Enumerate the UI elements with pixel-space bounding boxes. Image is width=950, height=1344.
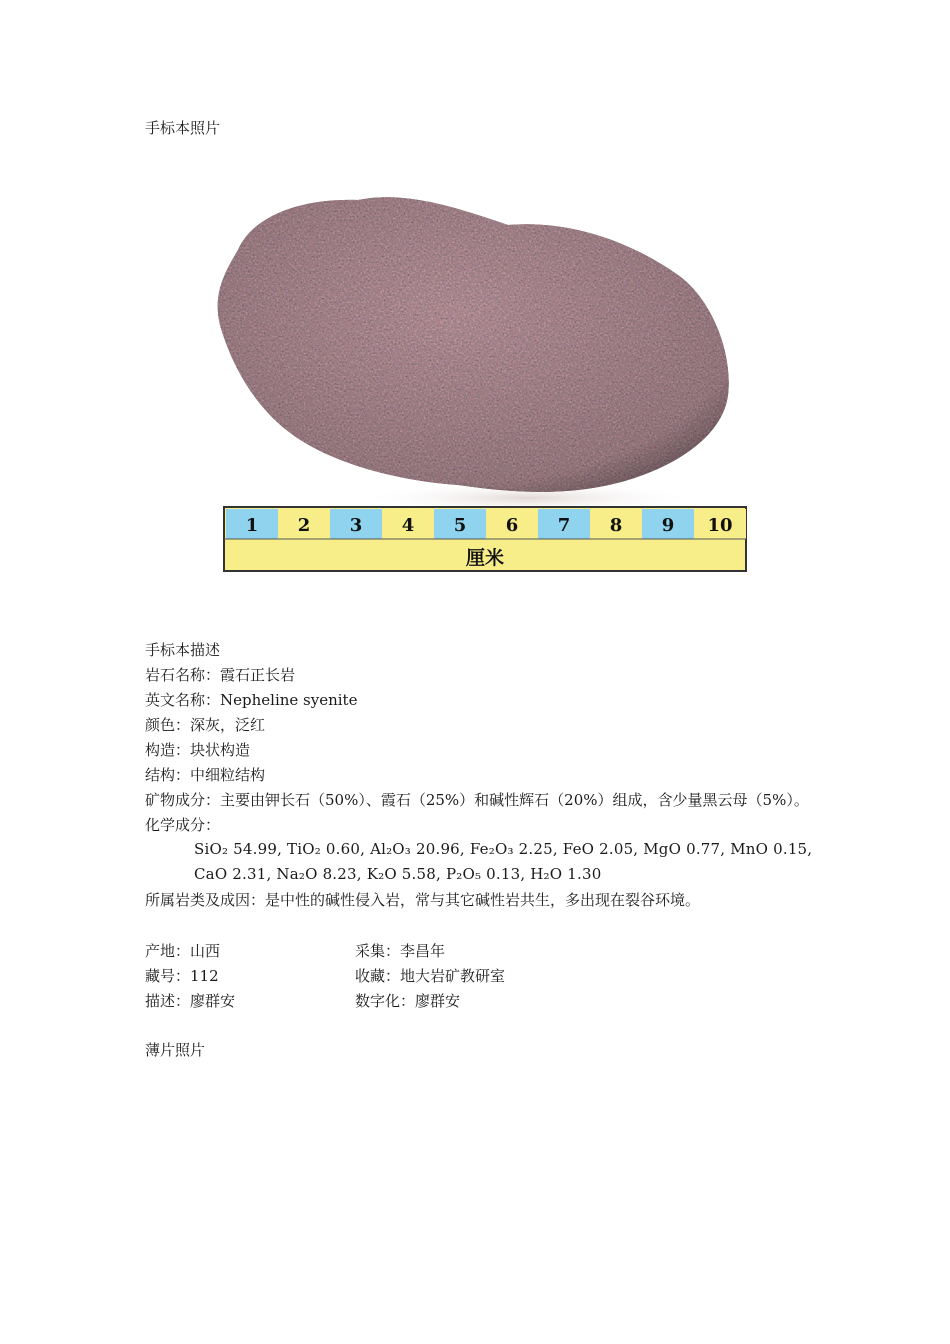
ruler-number: 1 <box>245 515 259 536</box>
ruler-number: 9 <box>661 515 675 536</box>
section-title-hand-specimen-photo: 手标本照片 <box>145 119 221 137</box>
ruler-number: 3 <box>349 515 363 536</box>
chem-cao: CaO 2.31, <box>194 865 272 883</box>
meta-number: 藏号：112 <box>145 967 219 985</box>
mineral-composition: 矿物成分：主要由钾长石（50%）、霞石（25%）和碱性辉石（20%）组成，含少量黑云母（5%）。 <box>145 791 809 809</box>
ruler-number: 2 <box>297 515 311 536</box>
section-title-thin-section-photo: 薄片照片 <box>145 1041 206 1059</box>
chemical-composition-label: 化学成分： <box>145 816 221 834</box>
rock-name: 岩石名称：霞石正长岩 <box>145 666 296 684</box>
chem-mgo: MgO 0.77, <box>643 840 726 858</box>
meta-origin: 产地：山西 <box>145 942 221 960</box>
rock-texture: 结构：中细粒结构 <box>145 766 266 784</box>
rock-structure: 构造：块状构造 <box>145 741 251 759</box>
hand-specimen-photo <box>208 180 760 598</box>
ruler-number: 8 <box>609 515 623 536</box>
chem-sio2: SiO₂ 54.99, <box>194 840 283 858</box>
rock-color: 颜色：深灰，泛红 <box>145 716 266 734</box>
meta-digitizer: 数字化：廖群安 <box>355 992 461 1010</box>
meta-collection: 收藏：地大岩矿教研室 <box>355 967 506 985</box>
chem-row-1 <box>194 840 812 858</box>
chem-na2o: Na₂O 8.23, <box>276 865 362 883</box>
ruler-unit-label: 厘米 <box>465 547 505 569</box>
chem-fe2o3: Fe₂O₃ 2.25, <box>469 840 558 858</box>
ruler-number: 4 <box>401 515 415 536</box>
chem-row-2 <box>194 865 601 883</box>
chem-al2o3: Al₂O₃ 20.96, <box>370 840 465 858</box>
meta-describer: 描述：廖群安 <box>145 992 236 1010</box>
ruler-number: 5 <box>453 515 467 536</box>
ruler-number: 10 <box>707 515 733 536</box>
chem-h2o: H₂O 1.30 <box>530 865 602 883</box>
chem-tio2: TiO₂ 0.60, <box>287 840 366 858</box>
chem-k2o: K₂O 5.58, <box>366 865 441 883</box>
chem-feo: FeO 2.05, <box>562 840 639 858</box>
ruler-number: 7 <box>557 515 571 536</box>
section-title-hand-specimen-desc: 手标本描述 <box>145 641 221 659</box>
ruler-number: 6 <box>505 515 519 536</box>
scale-ruler <box>224 507 746 571</box>
rock-genesis: 所属岩类及成因：是中性的碱性侵入岩，常与其它碱性岩共生，多出现在裂谷环境。 <box>145 891 701 909</box>
rock-specimen <box>208 180 760 510</box>
english-name: 英文名称：Nepheline syenite <box>145 691 358 709</box>
meta-collector: 采集：李昌年 <box>355 942 446 960</box>
chem-mno: MnO 0.15, <box>730 840 813 858</box>
chem-p2o5: P₂O₅ 0.13, <box>445 865 526 883</box>
